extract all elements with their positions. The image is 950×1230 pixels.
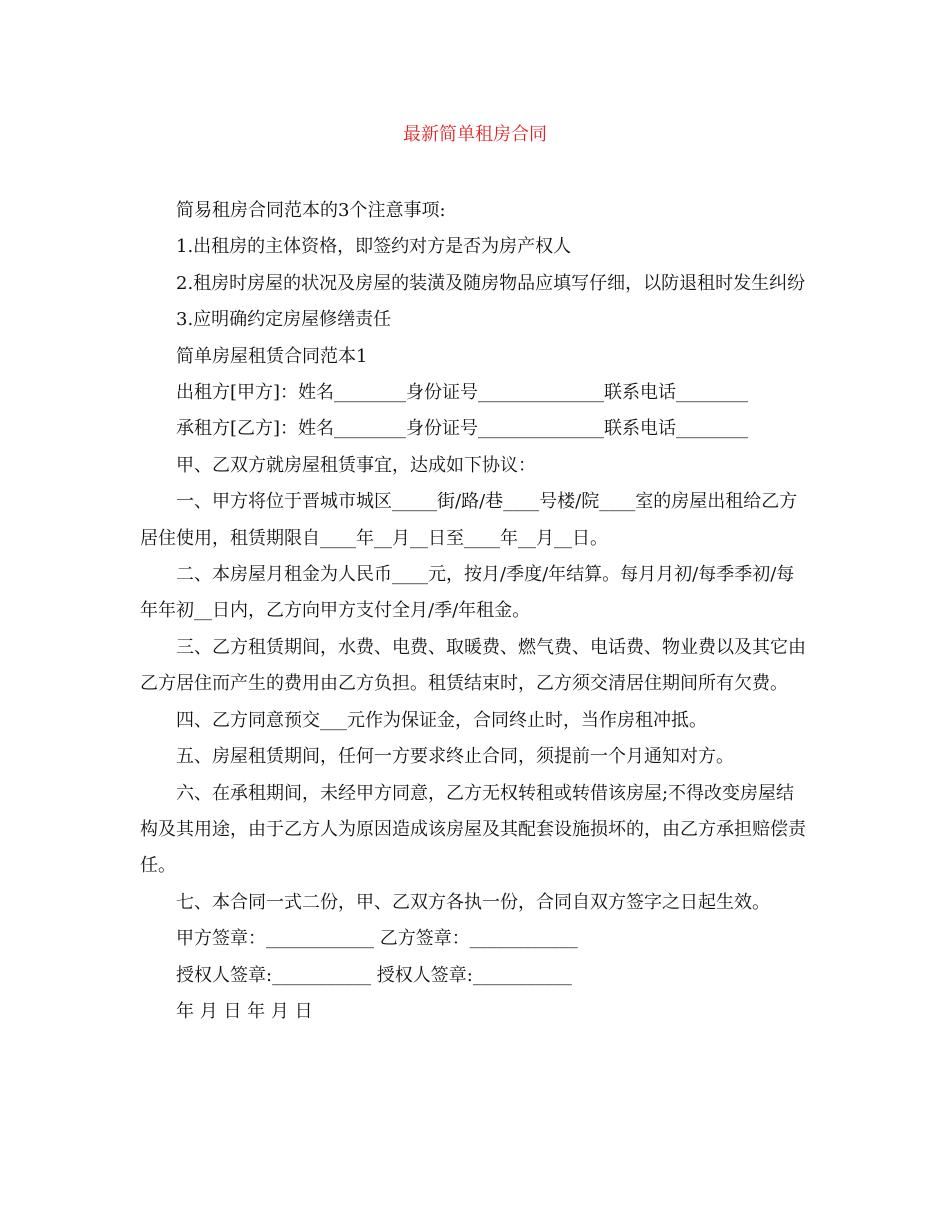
paragraph-note-1: 1.出租房的主体资格，即签约对方是否为房产权人 <box>176 236 572 258</box>
paragraph-clause-4: 四、乙方同意预交___元作为保证金，合同终止时，当作房租冲抵。 <box>176 709 707 731</box>
paragraph-clause-5: 五、房屋租赁期间，任何一方要求终止合同，须提前一个月通知对方。 <box>176 746 734 768</box>
paragraph-sample-heading: 简单房屋租赁合同范本1 <box>176 345 368 367</box>
paragraph-lessee-info: 承租方[乙方]：姓名________身份证号______________联系电话________ <box>176 418 749 440</box>
paragraph-authorized-signatures: 授权人签章:___________ 授权人签章:___________ <box>176 964 572 986</box>
paragraph-note-3: 3.应明确约定房屋修缮责任 <box>176 309 392 331</box>
paragraph-dates: 年 月 日 年 月 日 <box>176 1000 313 1022</box>
document-title: 最新简单租房合同 <box>403 124 547 145</box>
paragraph-agreement-intro: 甲、乙双方就房屋租赁事宜，达成如下协议： <box>176 454 536 476</box>
paragraph-note-2: 2.租房时房屋的状况及房屋的装潢及随房物品应填写仔细，以防退租时发生纠纷 <box>176 272 806 294</box>
paragraph-signatures: 甲方签章：____________ 乙方签章：____________ <box>176 928 578 950</box>
paragraph-lessor-info: 出租方[甲方]：姓名________身份证号______________联系电话________ <box>176 382 749 404</box>
paragraph-clause-7: 七、本合同一式二份，甲、乙双方各执一份，合同自双方签字之日起生效。 <box>176 891 770 913</box>
document-body <box>140 193 810 1030</box>
paragraph-clause-3: 三、乙方租赁期间，水费、电费、取暖费、燃气费、电话费、物业费以及其它由乙方居住而产生的费用由乙方负担。租赁结束时，乙方须交清居住期间所有欠费。 <box>140 636 806 695</box>
paragraph-notes-heading: 简易租房合同范本的3个注意事项: <box>176 200 446 221</box>
paragraph-clause-1: 一、甲方将位于晋城市城区_____街/路/巷____号楼/院____室的房屋出租给乙方居住使用，租赁期限自____年__月__日至____年__月__日。 <box>140 491 798 549</box>
paragraph-clause-6: 六、在承租期间，未经甲方同意，乙方无权转租或转借该房屋;不得改变房屋结构及其用途，由于乙方人为原因造成该房屋及其配套设施损坏的，由乙方承担赔偿责任。 <box>140 782 806 877</box>
paragraph-clause-2: 二、本房屋月租金为人民币____元，按月/季度/年结算。每月月初/每季季初/每年年初__日内，乙方向甲方支付全月/季/年租金。 <box>140 564 795 622</box>
